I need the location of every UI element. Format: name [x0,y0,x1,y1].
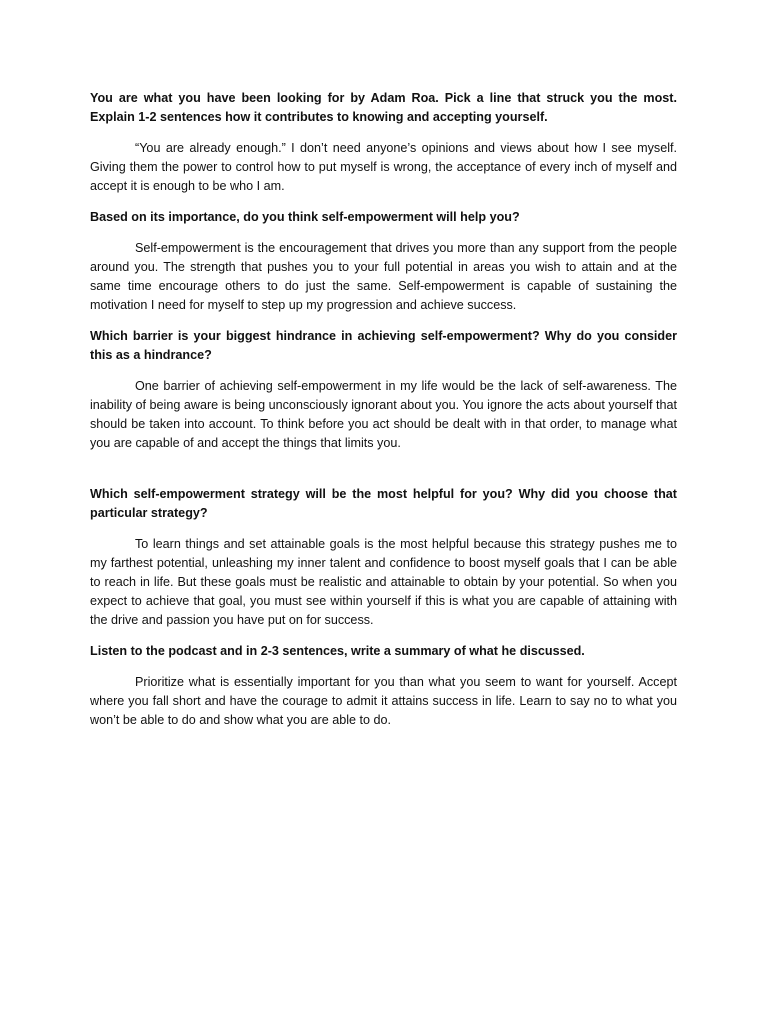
document-page [90,89,677,730]
answer-5: Prioritize what is essentially important for you than what you seem to want for yourself. Accept where you fall short and have the courage to admit it attains success in life. Learn to say no to what you won’t be able to do and show what you are able to do. [90,675,677,727]
answer-2: Self-empowerment is the encouragement that drives you more than any support from the people around you. The strength that pushes you to your full potential in areas you wish to attain and at the same time encourage others to do just the same. Self-empowerment is capable of sustaining the motivation I need for myself to step up my progression and achieve success. [90,241,677,312]
question-3: Which barrier is your biggest hindrance in achieving self-empowerment? Why do you consider this as a hindrance? [90,329,677,362]
question-5: Listen to the podcast and in 2-3 sentences, write a summary of what he discussed. [90,644,585,658]
answer-3: One barrier of achieving self-empowerment in my life would be the lack of self-awareness. The inability of being aware is being unconsciously ignorant about you. You ignore the acts about yourself that should be taken into account. To think before you act should be dealt with in that order, to manage what you are capable of and accept the things that limits you. [90,379,677,450]
question-4: Which self-empowerment strategy will be the most helpful for you? Why did you choose that particular strategy? [90,487,677,520]
question-2: Based on its importance, do you think self-empowerment will help you? [90,210,520,224]
question-1: You are what you have been looking for by Adam Roa. Pick a line that struck you the most. Explain 1-2 sentences how it contributes to knowing and accepting yourself. [90,91,677,124]
answer-1: “You are already enough.” I don’t need anyone’s opinions and views about how I see myself. Giving them the power to control how to put myself is wrong, the acceptance of every inch of myself and accept it is enough to be who I am. [90,141,677,193]
answer-4: To learn things and set attainable goals is the most helpful because this strategy pushes me to my farthest potential, unleashing my inner talent and confidence to boost myself goals that I can be able to reach in life. But these goals must be realistic and attainable to obtain by your potential. So when you expect to achieve that goal, you must see within yourself if this is what you are capable of attaining with the drive and passion you have put on for success. [90,537,677,627]
